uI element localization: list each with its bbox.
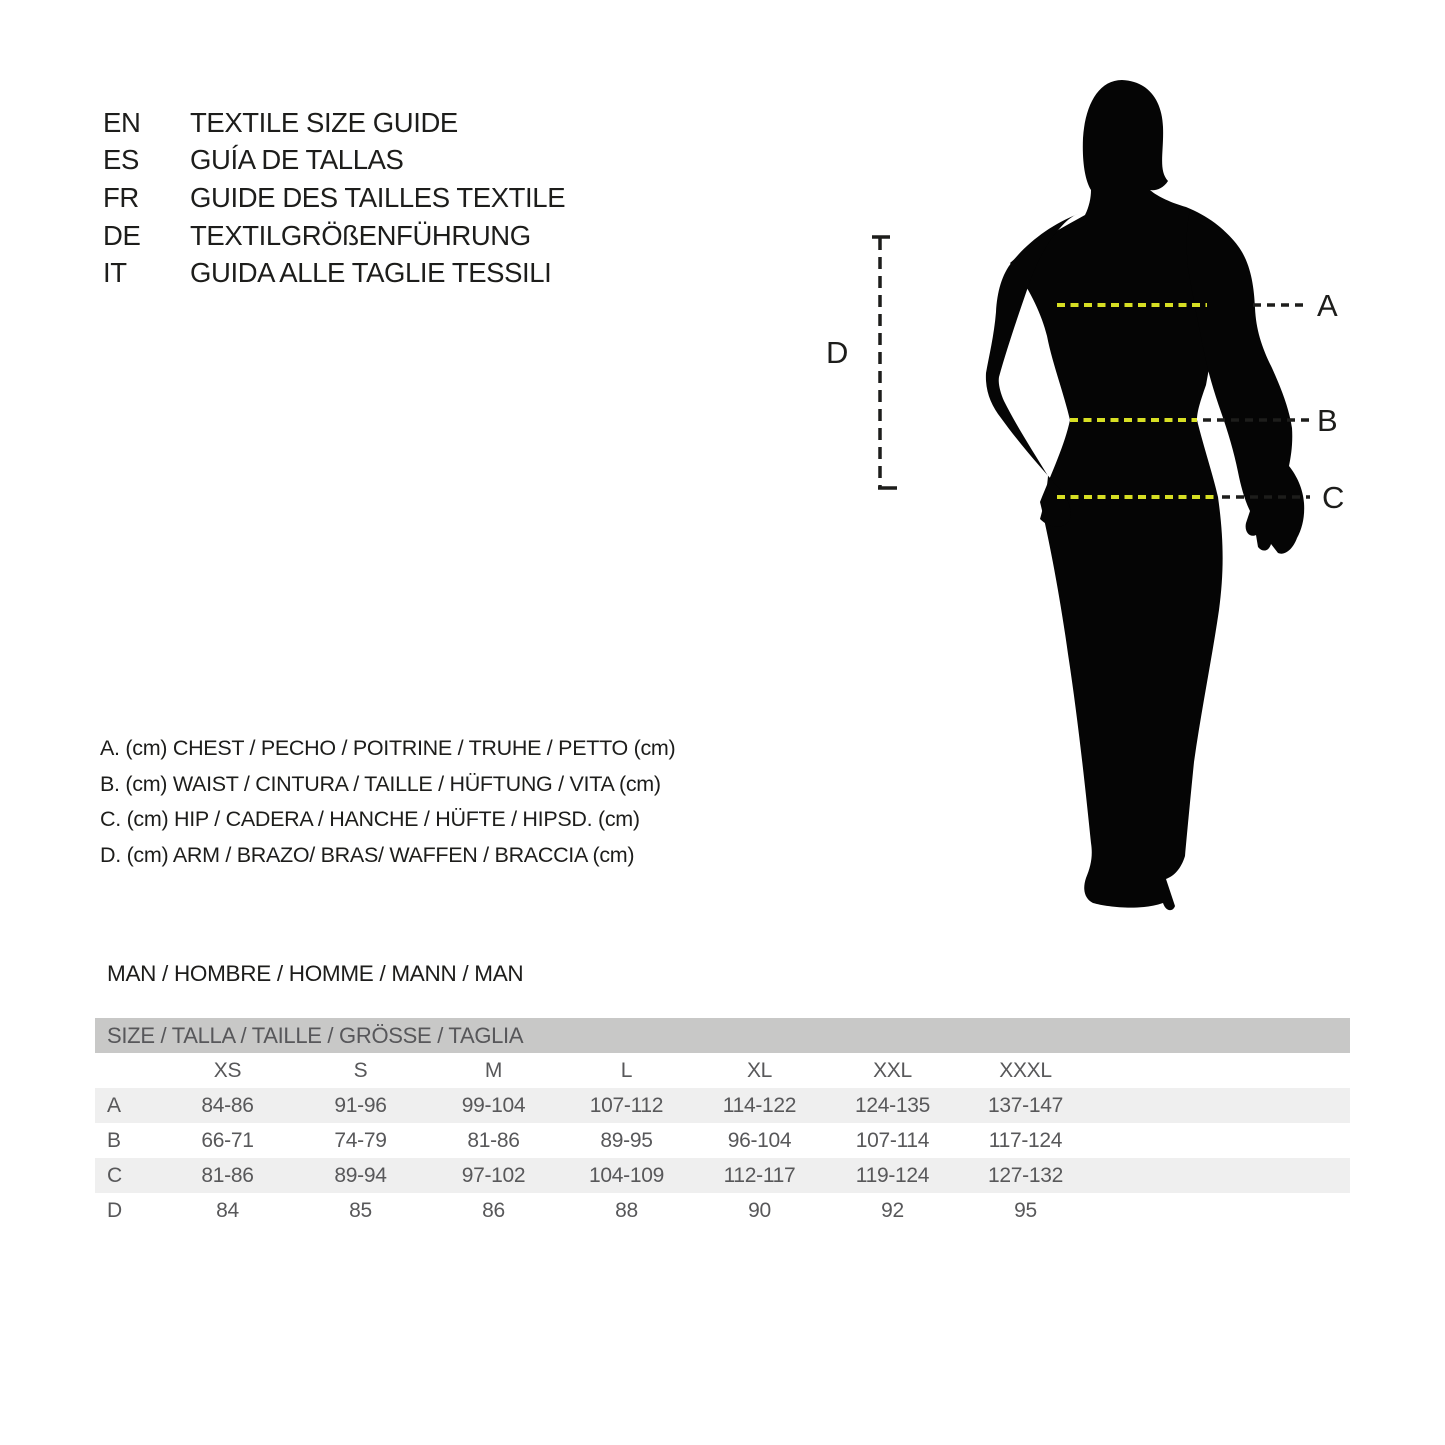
lang-title: TEXTILE SIZE GUIDE <box>190 106 458 138</box>
lang-row-en <box>103 104 565 142</box>
legend-line-hip: C. (cm) HIP / CADERA / HANCHE / HÜFTE / HIPSD. (cm) <box>100 807 640 832</box>
table-cell: 104-109 <box>589 1163 664 1187</box>
table-row-hip <box>95 1158 1350 1193</box>
row-label: A <box>107 1093 121 1117</box>
row-label: D <box>107 1198 122 1222</box>
lang-title: TEXTILGRÖßENFÜHRUNG <box>190 219 531 251</box>
lang-row-it <box>103 254 565 292</box>
table-row-waist <box>95 1123 1350 1158</box>
table-row-chest <box>95 1088 1350 1123</box>
table-cell: 117-124 <box>988 1128 1063 1152</box>
table-cell: 84 <box>216 1198 239 1222</box>
row-label: C <box>107 1163 122 1187</box>
table-cell: 119-124 <box>855 1163 930 1187</box>
table-cell: 81-86 <box>467 1128 520 1152</box>
size-table <box>95 1018 1350 1228</box>
table-cell: 89-95 <box>600 1128 653 1152</box>
table-cell: 90 <box>748 1198 771 1222</box>
size-table-header: SIZE / TALLA / TAILLE / GRÖSSE / TAGLIA <box>95 1018 1350 1053</box>
table-cell: 86 <box>482 1198 505 1222</box>
size-label-xl: XL <box>746 1058 773 1082</box>
legend-line-chest: A. (cm) CHEST / PECHO / POITRINE / TRUHE / PETTO (cm) <box>100 736 676 761</box>
table-cell: 107-112 <box>589 1093 664 1117</box>
label-hip-c: C <box>1322 480 1345 515</box>
label-waist-b: B <box>1317 403 1338 438</box>
table-cell: 85 <box>349 1198 372 1222</box>
section-title: MAN / HOMBRE / HOMME / MANN / MAN <box>107 961 524 986</box>
table-cell: 107-114 <box>855 1128 930 1152</box>
language-title-block <box>103 104 565 292</box>
table-cell: 96-104 <box>727 1128 792 1152</box>
lang-row-fr <box>103 179 565 217</box>
table-cell: 89-94 <box>334 1163 387 1187</box>
size-label-m: M <box>484 1058 503 1082</box>
lang-code: FR <box>103 181 139 213</box>
table-cell: 114-122 <box>722 1093 797 1117</box>
lang-code: ES <box>103 144 139 176</box>
lang-row-de <box>103 217 565 255</box>
table-cell: 91-96 <box>334 1093 387 1117</box>
table-cell: 84-86 <box>201 1093 254 1117</box>
size-label-s: S <box>353 1058 368 1082</box>
table-cell: 81-86 <box>201 1163 254 1187</box>
row-label: B <box>107 1128 121 1152</box>
lang-title: GUÍA DE TALLAS <box>190 144 404 176</box>
size-labels-row <box>95 1053 1350 1088</box>
lang-title: GUIDA ALLE TAGLIE TESSILI <box>190 257 552 289</box>
table-cell: 112-117 <box>723 1163 796 1187</box>
table-cell: 92 <box>881 1198 904 1222</box>
table-cell: 137-147 <box>988 1093 1063 1117</box>
lang-code: EN <box>103 106 141 138</box>
legend-line-arm: D. (cm) ARM / BRAZO/ BRAS/ WAFFEN / BRACCIA (cm) <box>100 842 635 867</box>
lang-title: GUIDE DES TAILLES TEXTILE <box>190 181 566 213</box>
size-label-xs: XS <box>213 1058 242 1082</box>
label-arm-d: D <box>826 335 849 370</box>
man-silhouette-diagram <box>790 50 1430 950</box>
size-label-xxxl: XXXL <box>999 1058 1052 1082</box>
table-cell: 95 <box>1014 1198 1037 1222</box>
table-cell: 74-79 <box>334 1128 387 1152</box>
table-cell: 66-71 <box>201 1128 254 1152</box>
table-cell: 99-104 <box>461 1093 526 1117</box>
label-chest-a: A <box>1317 288 1338 323</box>
size-label-xxl: XXL <box>873 1058 912 1082</box>
size-label-l: L <box>620 1058 633 1082</box>
man-silhouette <box>1010 80 1236 910</box>
lang-code: DE <box>103 219 141 251</box>
table-cell: 124-135 <box>855 1093 930 1117</box>
table-cell: 127-132 <box>988 1163 1063 1187</box>
table-row-arm <box>95 1193 1350 1228</box>
table-cell: 88 <box>615 1198 638 1222</box>
lang-code: IT <box>103 257 127 289</box>
legend-line-waist: B. (cm) WAIST / CINTURA / TAILLE / HÜFTUNG / VITA (cm) <box>100 771 661 796</box>
table-cell: 97-102 <box>461 1163 526 1187</box>
lang-row-es <box>103 142 565 180</box>
measurement-legend <box>100 731 675 873</box>
